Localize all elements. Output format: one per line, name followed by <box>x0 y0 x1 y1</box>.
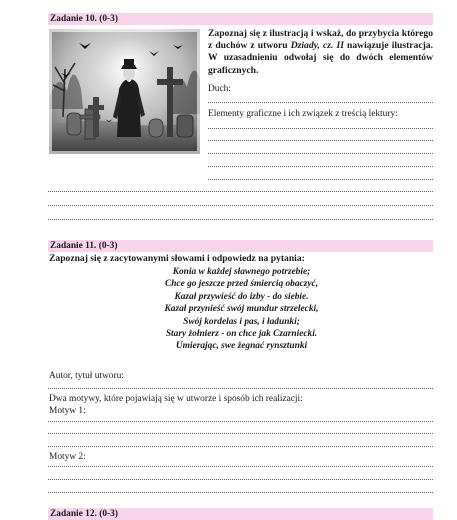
motif-2-answer-line[interactable] <box>48 466 433 467</box>
poem-line: Umierając, swe żegnać rynsztunki <box>175 341 308 352</box>
poem-line: Chce go jeszcze przed śmiercią obaczyć, <box>164 279 319 290</box>
task-10-instruction-block <box>208 28 433 77</box>
motif-1-answer-line[interactable] <box>48 446 433 447</box>
author-title-label: Autor, tytuł utworu: <box>49 371 124 381</box>
answer-line[interactable] <box>208 140 433 141</box>
task-11-instruction: Zapoznaj się z zacytowanymi słowami i odpowiedz na pytania: <box>49 253 305 264</box>
answer-line[interactable] <box>48 219 433 220</box>
ghost-answer-line[interactable] <box>208 102 433 103</box>
task-10-title: Zadanie 10. (0-3) <box>50 14 118 24</box>
task-10-header <box>48 13 433 25</box>
answer-line[interactable] <box>208 166 433 167</box>
task-10-work-title: Dziady, cz. II <box>290 40 344 52</box>
graphic-elements-label: Elementy graficzne i ich związek z treścią lektury: <box>208 109 398 119</box>
ghost-label: Duch: <box>208 84 231 94</box>
poem-line: Kazał przywieść do izby - do siebie. <box>174 291 309 302</box>
poem-line: Konia w każdej sławnego potrzebie; <box>172 267 311 277</box>
motif-2-answer-line[interactable] <box>48 492 433 493</box>
poem-line: Stary żołnierz - on chce jak Czarniecki. <box>165 329 318 340</box>
gothic-cemetery-illustration <box>49 29 200 154</box>
poem-excerpt <box>49 266 434 353</box>
motif-1-answer-line[interactable] <box>48 421 433 422</box>
poem-line: Swój kordelas i pas, i ładunki; <box>183 316 300 327</box>
task-12-title: Zadanie 12. (0-3) <box>50 509 118 519</box>
motif-1-answer-line[interactable] <box>48 433 433 434</box>
task-11-header <box>48 240 433 252</box>
answer-line[interactable] <box>208 179 433 180</box>
task-12-header <box>48 508 433 520</box>
task-10-instruction: Zapoznaj się z ilustracją i wskaż, do przybycia którego z duchów z utworu Dziady, cz. II nawiązuje ilustracja. W uzasadnieniu odwołaj się do dwóch elementów graficznych. <box>208 28 433 76</box>
answer-line[interactable] <box>48 205 433 206</box>
motif-2-answer-line[interactable] <box>48 479 433 480</box>
author-answer-line[interactable] <box>48 388 433 389</box>
task-11-title: Zadanie 11. (0-3) <box>50 241 118 251</box>
answer-line[interactable] <box>208 128 433 129</box>
answer-line[interactable] <box>48 191 433 192</box>
motifs-label: Dwa motywy, które pojawiają się w utworze i sposób ich realizacji: <box>49 394 303 404</box>
motif-1-label: Motyw 1: <box>49 406 86 416</box>
answer-line[interactable] <box>208 153 433 154</box>
motif-2-label: Motyw 2: <box>49 452 86 462</box>
poem-line: Kazał przynieść swój mundur strzelecki, <box>164 304 319 315</box>
